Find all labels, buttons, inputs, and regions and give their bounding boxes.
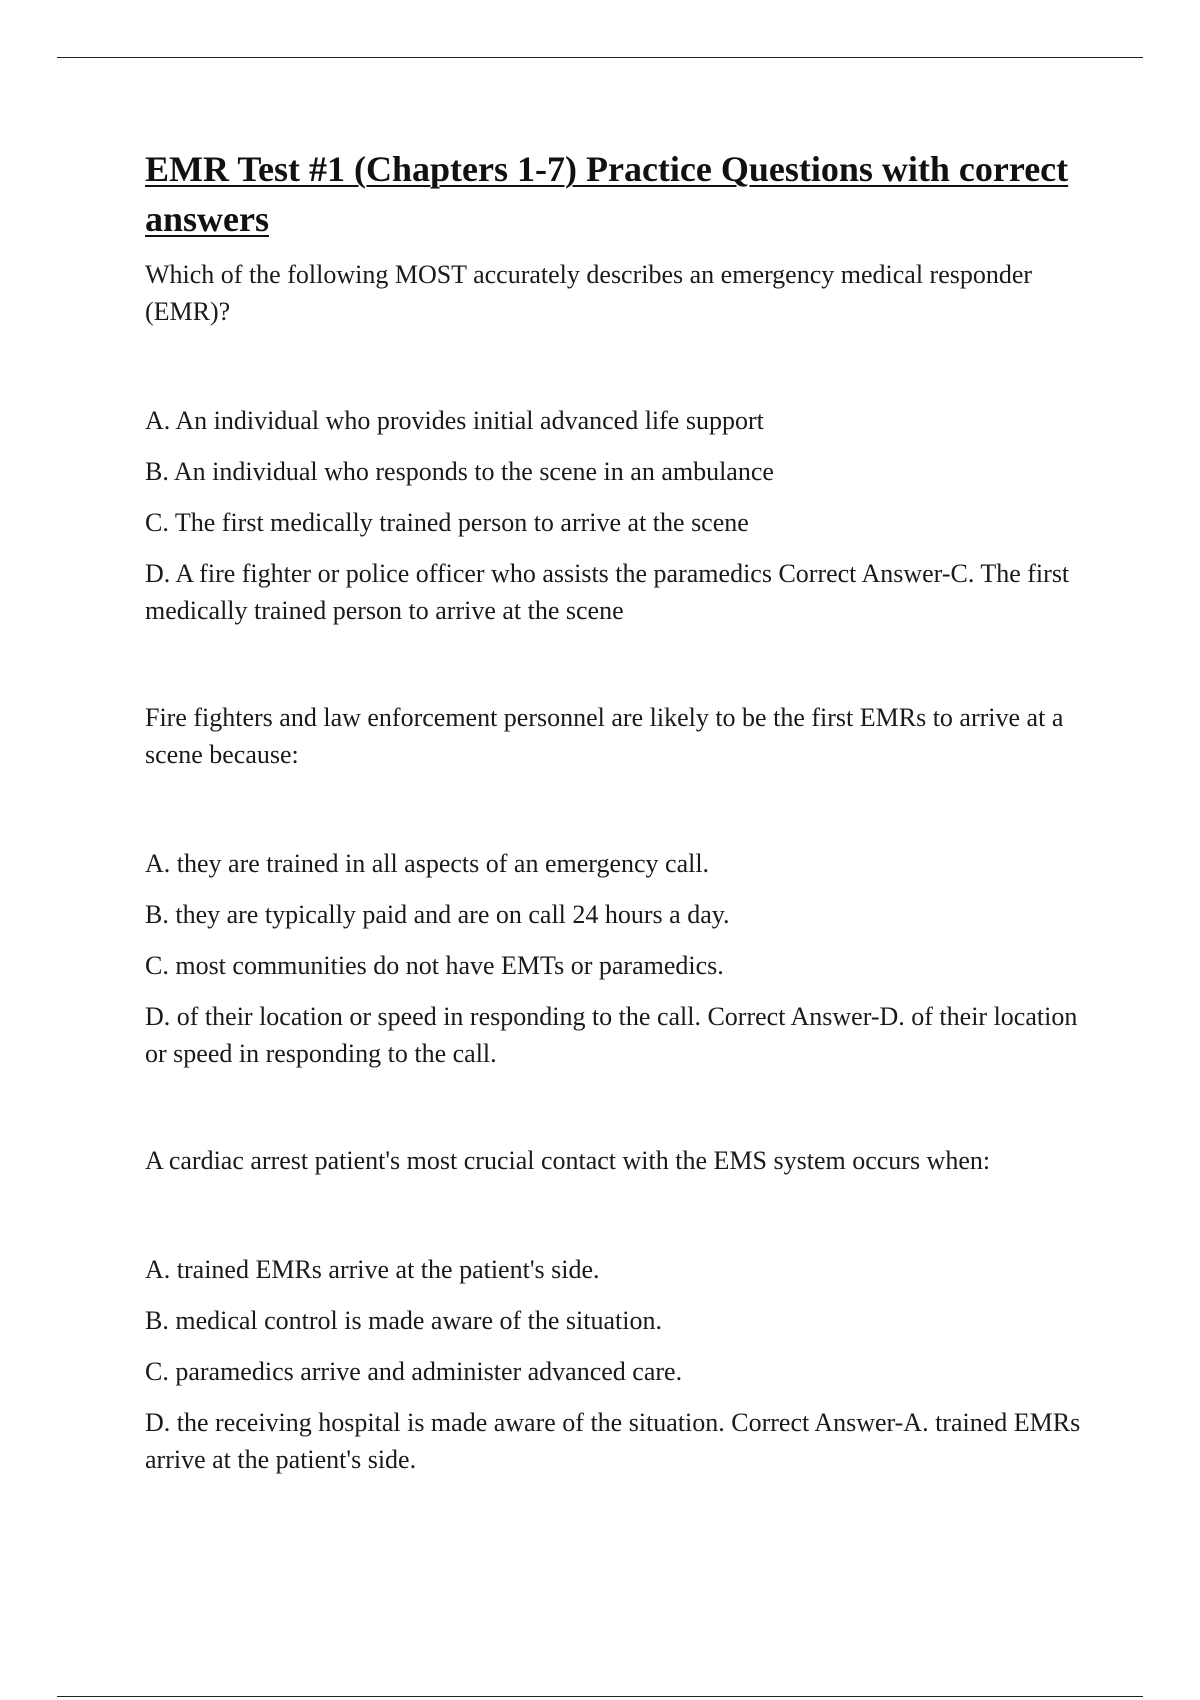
bottom-rule [57, 1696, 1143, 1697]
question-text: Fire fighters and law enforcement personnel are likely to be the first EMRs to arrive at a scene because: [145, 703, 1064, 769]
option-b: B. they are typically paid and are on call 24 hours a day. [145, 900, 730, 929]
option-a: A. An individual who provides initial advanced life support [145, 406, 764, 435]
answer-options [145, 845, 1085, 1072]
option-c: C. paramedics arrive and administer advanced care. [145, 1357, 683, 1386]
option-a: A. trained EMRs arrive at the patient's side. [145, 1255, 600, 1284]
document-title: EMR Test #1 (Chapters 1-7) Practice Questions with correct answers [145, 149, 1069, 239]
question-block-2 [145, 699, 1085, 1072]
option-a: A. they are trained in all aspects of an emergency call. [145, 849, 710, 878]
option-b: B. medical control is made aware of the situation. [145, 1306, 662, 1335]
question-text: Which of the following MOST accurately describes an emergency medical responder (EMR)? [145, 260, 1033, 326]
question-block-3 [145, 1142, 1085, 1478]
option-c: C. most communities do not have EMTs or paramedics. [145, 951, 724, 980]
option-d-with-answer: D. A fire fighter or police officer who assists the paramedics Correct Answer-C. The first medically trained person to arrive at the scene [145, 559, 1070, 625]
option-c: C. The first medically trained person to arrive at the scene [145, 508, 749, 537]
option-b: B. An individual who responds to the scene in an ambulance [145, 457, 774, 486]
question-block-1 [145, 256, 1085, 629]
question-text: A cardiac arrest patient's most crucial contact with the EMS system occurs when: [145, 1146, 991, 1175]
top-rule [57, 57, 1143, 58]
document-body [145, 144, 1085, 1478]
answer-options [145, 1251, 1085, 1478]
option-d-with-answer: D. the receiving hospital is made aware of the situation. Correct Answer-A. trained EMRs arrive at the patient's side. [145, 1408, 1081, 1474]
option-d-with-answer: D. of their location or speed in responding to the call. Correct Answer-D. of their location or speed in responding to the call. [145, 1002, 1078, 1068]
answer-options [145, 402, 1085, 629]
